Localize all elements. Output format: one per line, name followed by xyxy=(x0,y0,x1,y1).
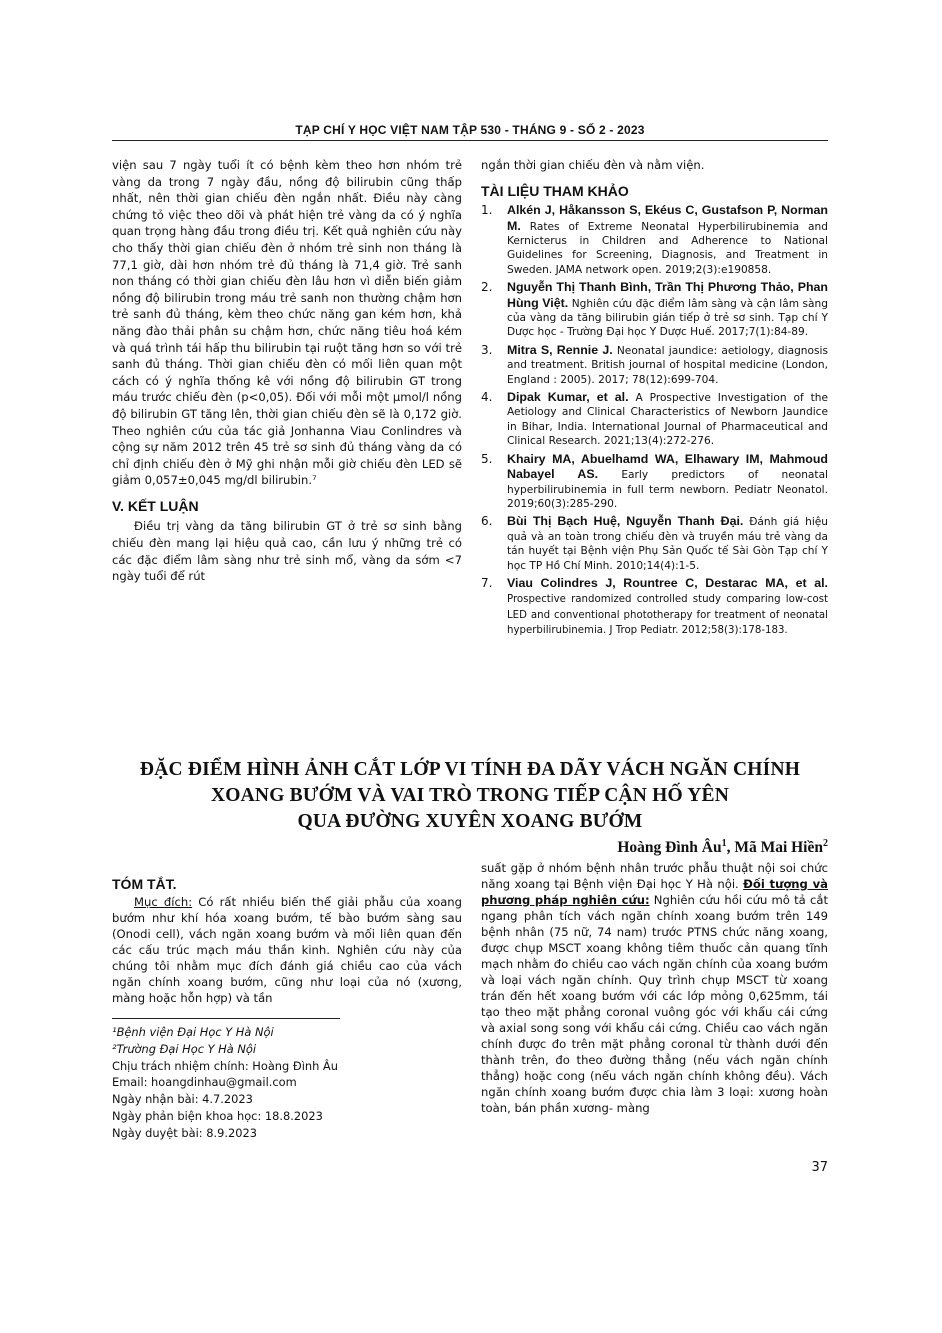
reference-authors: Alkén J, Håkansson S, Ekéus C, Gustafson P, Norman M. xyxy=(507,203,828,233)
reference-text: Neonatal jaundice: aetiology, diagnosis and treatment. British journal of hospital medicine (London, England : 2005). 2017; 78(12):699-704. xyxy=(507,344,828,386)
abstract-text: Có rất nhiều biến thể giải phẫu của xoang bướm như khí hóa xoang bướm, tế bào bướm sàng sau (Onodi cell), vách ngăn xoang bướm và mối liên quan đến các cấu trúc mạch máu thần kinh. Nghiên cứu này của chúng tôi nhằm mục đích đánh giá chiều cao của vách ngăn chính xoang bướm, cũng như loại của nó (xương, màng hoặc hỗn hợp) và tần xyxy=(112,895,463,1005)
reference-number: 2. xyxy=(481,280,493,295)
reference-item xyxy=(481,280,828,340)
abstract-paragraph xyxy=(112,894,462,1006)
conclusion-paragraph: Điều trị vàng da tăng bilirubin GT ở trẻ sơ sinh bằng chiếu đèn mang lại hiệu quả cao, cần lưu ý những trẻ có các đặc điểm lâm sàng như trẻ sinh mổ, vàng da sớm <7 ngày tuổi để rút xyxy=(112,519,462,584)
reference-number: 4. xyxy=(481,390,493,405)
reference-item xyxy=(481,203,828,277)
title-line: ĐẶC ĐIỂM HÌNH ẢNH CẮT LỚP VI TÍNH ĐA DÃY VÁCH NGĂN CHÍNH xyxy=(139,759,801,780)
reference-authors: Mitra S, Rennie J. xyxy=(507,342,613,357)
reference-text: Đánh giá hiệu quả và an toàn trong chiếu đèn và truyền máu trẻ vàng da tán huyết tại Bệnh viện Phụ Sản Quốc tế Sài Gòn Tạp chí Y học TP Hồ Chí Minh. 2010;14(4):1-5. xyxy=(507,516,829,572)
author-name: Hoàng Đình Âu xyxy=(617,839,722,857)
reference-authors: Bùi Thị Bạch Huệ, Nguyễn Thanh Đại. xyxy=(507,514,744,529)
responsible-author: Chịu trách nhiệm chính: Hoàng Đình Âu xyxy=(112,1058,338,1073)
reference-item xyxy=(481,514,828,573)
reference-text: Nghiên cứu đặc điểm lâm sàng và cận lâm sàng của vàng da tăng bilirubin gián tiếp ở trẻ sơ sinh. Tạp chí Y Dược học - Trường Đại học Y Dược Huế. 2017;7(1):84-89. xyxy=(507,297,828,339)
date-reviewed: Ngày phản biện khoa học: 18.8.2023 xyxy=(112,1108,323,1123)
footnotes xyxy=(112,1024,462,1142)
author-email: Email: hoangdinhau@gmail.com xyxy=(112,1075,297,1090)
abstract-heading: TÓM TẮT. xyxy=(112,876,177,892)
affiliation-1: ¹Bệnh viện Đại Học Y Hà Nội xyxy=(112,1025,274,1039)
reference-text: Prospective randomized controlled study comparing low-cost LED and conventional phototherapy for treatment of neonatal hyperbilirubinemia. J Trop Pediatr. 2012;58(3):178-183. xyxy=(507,594,828,637)
article-title xyxy=(112,757,828,835)
reference-number: 1. xyxy=(481,203,493,218)
journal-header: TẠP CHÍ Y HỌC VIỆT NAM TẬP 530 - THÁNG 9 - SỐ 2 - 2023 xyxy=(295,123,645,137)
reference-authors: Nguyễn Thị Thanh Bình, Trần Thị Phương Thảo, Phan Hùng Việt. xyxy=(507,280,828,310)
page-number: 37 xyxy=(811,1160,828,1175)
abstract-text: Nghiên cứu hồi cứu mô tả cắt ngang phân tích vách ngăn chính xoang bướm trên 149 bệnh nhân (75 nữ, 74 nam) trước PTNS chức năng xoang, được chụp MSCT xoang không tiêm thuốc cản quang tĩnh mạch nhằm đo chiều cao vách ngăn chính của xoang bướm và loại vách ngăn chính. Quy trình chụp MSCT từ xoang trán đến hết xoang bướm với các lớp mỏng 0,625mm, tái tạo theo mặt phẳng coronal vuông góc với khẩu cái cứng và axial song song với khẩu cái cứng. Chiều cao vách ngăn chính được đo trên mặt phẳng coronal từ thành dưới đến thành trên, đo theo đường thẳng (nếu vách ngăn chính thẳng) hoặc cong (nếu vách ngăn chính không đều). Vách ngăn chính xoang bướm được chia làm 3 loại: xương hoàn toàn, bán phần xương- màng xyxy=(481,893,828,1115)
date-received: Ngày nhận bài: 4.7.2023 xyxy=(112,1092,253,1107)
author-separator: , xyxy=(726,839,735,857)
author-affiliation-marker: 1 xyxy=(721,838,727,849)
abstract-left xyxy=(112,876,462,1006)
body-paragraph-continued: ngắn thời gian chiếu đèn và nằm viện. xyxy=(481,158,705,172)
affiliation-2: ²Trường Đại Học Y Hà Nội xyxy=(112,1041,256,1056)
section-heading-conclusion: V. KẾT LUẬN xyxy=(112,497,199,514)
abstract-label-method: Đối tượng và phương pháp nghiên cứu: xyxy=(481,877,828,907)
reference-text: Early predictors of neonatal hyperbilirubinemia in full term newborn. Pediatr Neonatol. 2019;60(3):285-290. xyxy=(507,469,828,510)
reference-number: 3. xyxy=(481,342,493,357)
author-name: Mã Mai Hiền xyxy=(734,839,823,857)
reference-authors: Dipak Kumar, et al. xyxy=(507,390,629,405)
author-affiliation-marker: 2 xyxy=(823,838,828,849)
reference-text: A Prospective Investigation of the Aetiology and Clinical Characteristics of Newborn Jaundice in Bihar, India. International Journal of Pharmaceutical and Clinical Research. 2021;13(4):272-276. xyxy=(507,392,828,448)
reference-number: 6. xyxy=(481,514,493,529)
right-column xyxy=(481,157,828,642)
title-line: QUA ĐƯỜNG XUYÊN XOANG BƯỚM xyxy=(297,811,643,832)
reference-authors: Viau Colindres J, Rountree C, Destarac MA, et al. xyxy=(507,575,828,590)
author-line xyxy=(481,838,828,857)
section-heading-references: TÀI LIỆU THAM KHẢO xyxy=(481,182,629,199)
reference-item xyxy=(481,390,828,449)
footnote-divider xyxy=(112,1018,340,1019)
body-paragraph: viện sau 7 ngày tuổi ít có bệnh kèm theo hơn nhóm trẻ vàng da trong 7 ngày đầu, nồng độ bilirubin cũng thấp nhất, nên thời gian chiếu đèn ngắn nhất. Điều này càng chứng tỏ việc theo dõi và phát hiện trẻ vàng da có ý nghĩa quan trọng hàng đầu trong điều trị. Kết quả nghiên cứu này cho thấy thời gian chiếu đèn ở nhóm trẻ sinh non tháng là 77,1 giờ, dài hơn nhóm trẻ đủ tháng là 71,4 giờ. Trẻ sanh non tháng có thời gian chiếu đèn lâu hơn vì diễn biến giảm nồng độ bilirubin trong máu trẻ sanh non thường chậm hơn trẻ sanh đủ tháng, kèm theo chức năng gan kém hơn, khả năng đào thải phân su chậm hơn, chức năng tiêu hoá kém và quá trình tái hấp thu bilirubin tại ruột tăng hơn so với trẻ sanh đủ tháng. Thời gian chiếu đèn có mối liên quan một cách có ý nghĩa thống kê với nồng độ bilirubin GT trong máu trước chiếu đèn (p<0,05). Đối với mỗi một µmol/l nồng độ bilirubin GT tăng lên, thời gian chiếu đèn sẽ là 0,172 giờ. Theo nghiên cứu của tác giả Jonhanna Viau Conlindres và cộng sự năm 2012 trên 45 trẻ sơ sinh đủ tháng vàng da có chỉ định chiếu đèn ở Mỹ ghi nhận mỗi giờ chiếu đèn LED sẽ giảm 0,057±0,045 mg/dl bilirubin.⁷ xyxy=(112,158,462,488)
reference-authors: Khairy MA, Abuelhamd WA, Elhawary IM, Mahmoud Nabayel AS. xyxy=(507,451,828,482)
reference-item xyxy=(481,452,828,512)
reference-item xyxy=(481,576,828,639)
date-accepted: Ngày duyệt bài: 8.9.2023 xyxy=(112,1125,257,1140)
title-line: XOANG BƯỚM VÀ VAI TRÒ TRONG TIẾP CẬN HỐ YÊN xyxy=(210,785,730,806)
reference-list xyxy=(481,203,828,638)
reference-item xyxy=(481,343,828,387)
abstract-paragraph-continued xyxy=(481,860,828,1116)
abstract-right xyxy=(481,860,828,1116)
abstract-text: suất gặp ở nhóm bệnh nhân trước phẫu thuật nội soi chức năng xoang tại Bệnh viện Đại học Y Hà nội. xyxy=(481,861,828,891)
reference-text: Rates of Extreme Neonatal Hyperbilirubinemia and Kernicterus in Children and Adherence to National Guidelines for Screening, Diagnosis, and Treatment in Sweden. JAMA network open. 2019;2(3):e190858. xyxy=(507,220,828,276)
reference-number: 7. xyxy=(481,575,493,590)
left-column xyxy=(112,157,462,585)
reference-number: 5. xyxy=(481,451,493,466)
abstract-label-purpose: Mục đích: xyxy=(134,895,193,909)
header-divider xyxy=(112,140,828,141)
